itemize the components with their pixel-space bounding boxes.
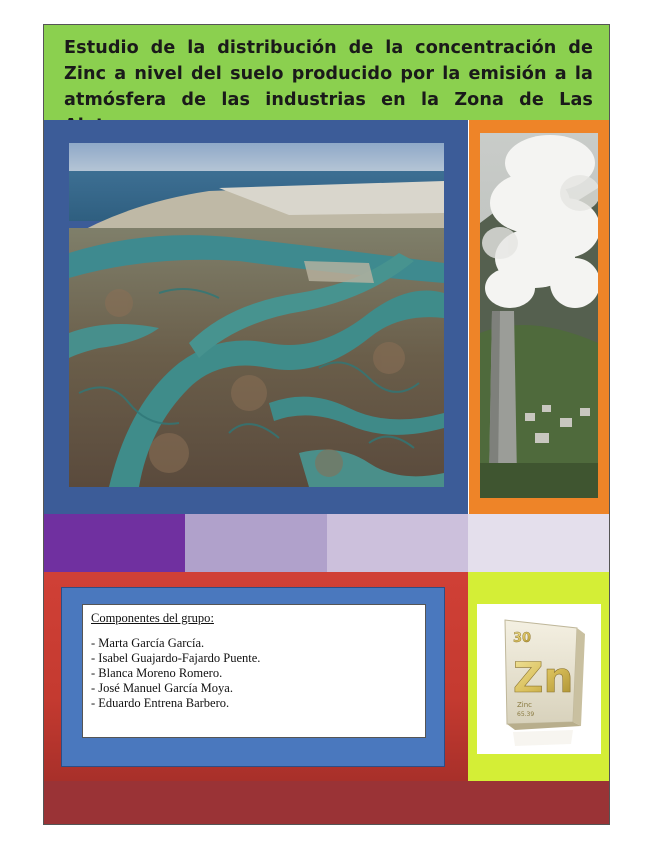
group-members-box <box>82 604 426 738</box>
member-item: - Blanca Moreno Romero. <box>91 666 223 680</box>
member-item: - Eduardo Entrena Barbero. <box>91 696 230 710</box>
chimney-smoke-photo <box>480 133 598 498</box>
color-block-lavender <box>185 514 327 572</box>
color-block-light-lavender <box>327 514 468 572</box>
element-symbol: Zn <box>513 653 574 702</box>
zinc-element-image <box>477 604 601 754</box>
element-mass: 65.39 <box>517 711 535 718</box>
member-item: - Marta García García. <box>91 636 205 650</box>
group-heading: Componentes del grupo: <box>91 611 214 625</box>
footer-bar <box>44 781 609 824</box>
member-item: - Isabel Guajardo-Fajardo Puente. <box>91 651 261 665</box>
title-band <box>44 25 609 120</box>
member-item: - José Manuel García Moya. <box>91 681 233 695</box>
element-number: 30 <box>513 631 532 646</box>
element-name: Zinc <box>517 701 533 709</box>
aerial-wetland-photo <box>69 143 444 487</box>
color-block-purple <box>44 514 185 572</box>
page-title: Estudio de la distribución de la concentración de Zinc a nivel del suelo producido por la emisión a la atmósfera de las industrias en la Zona de Las <box>64 38 593 110</box>
color-block-pale-lavender <box>468 514 609 572</box>
